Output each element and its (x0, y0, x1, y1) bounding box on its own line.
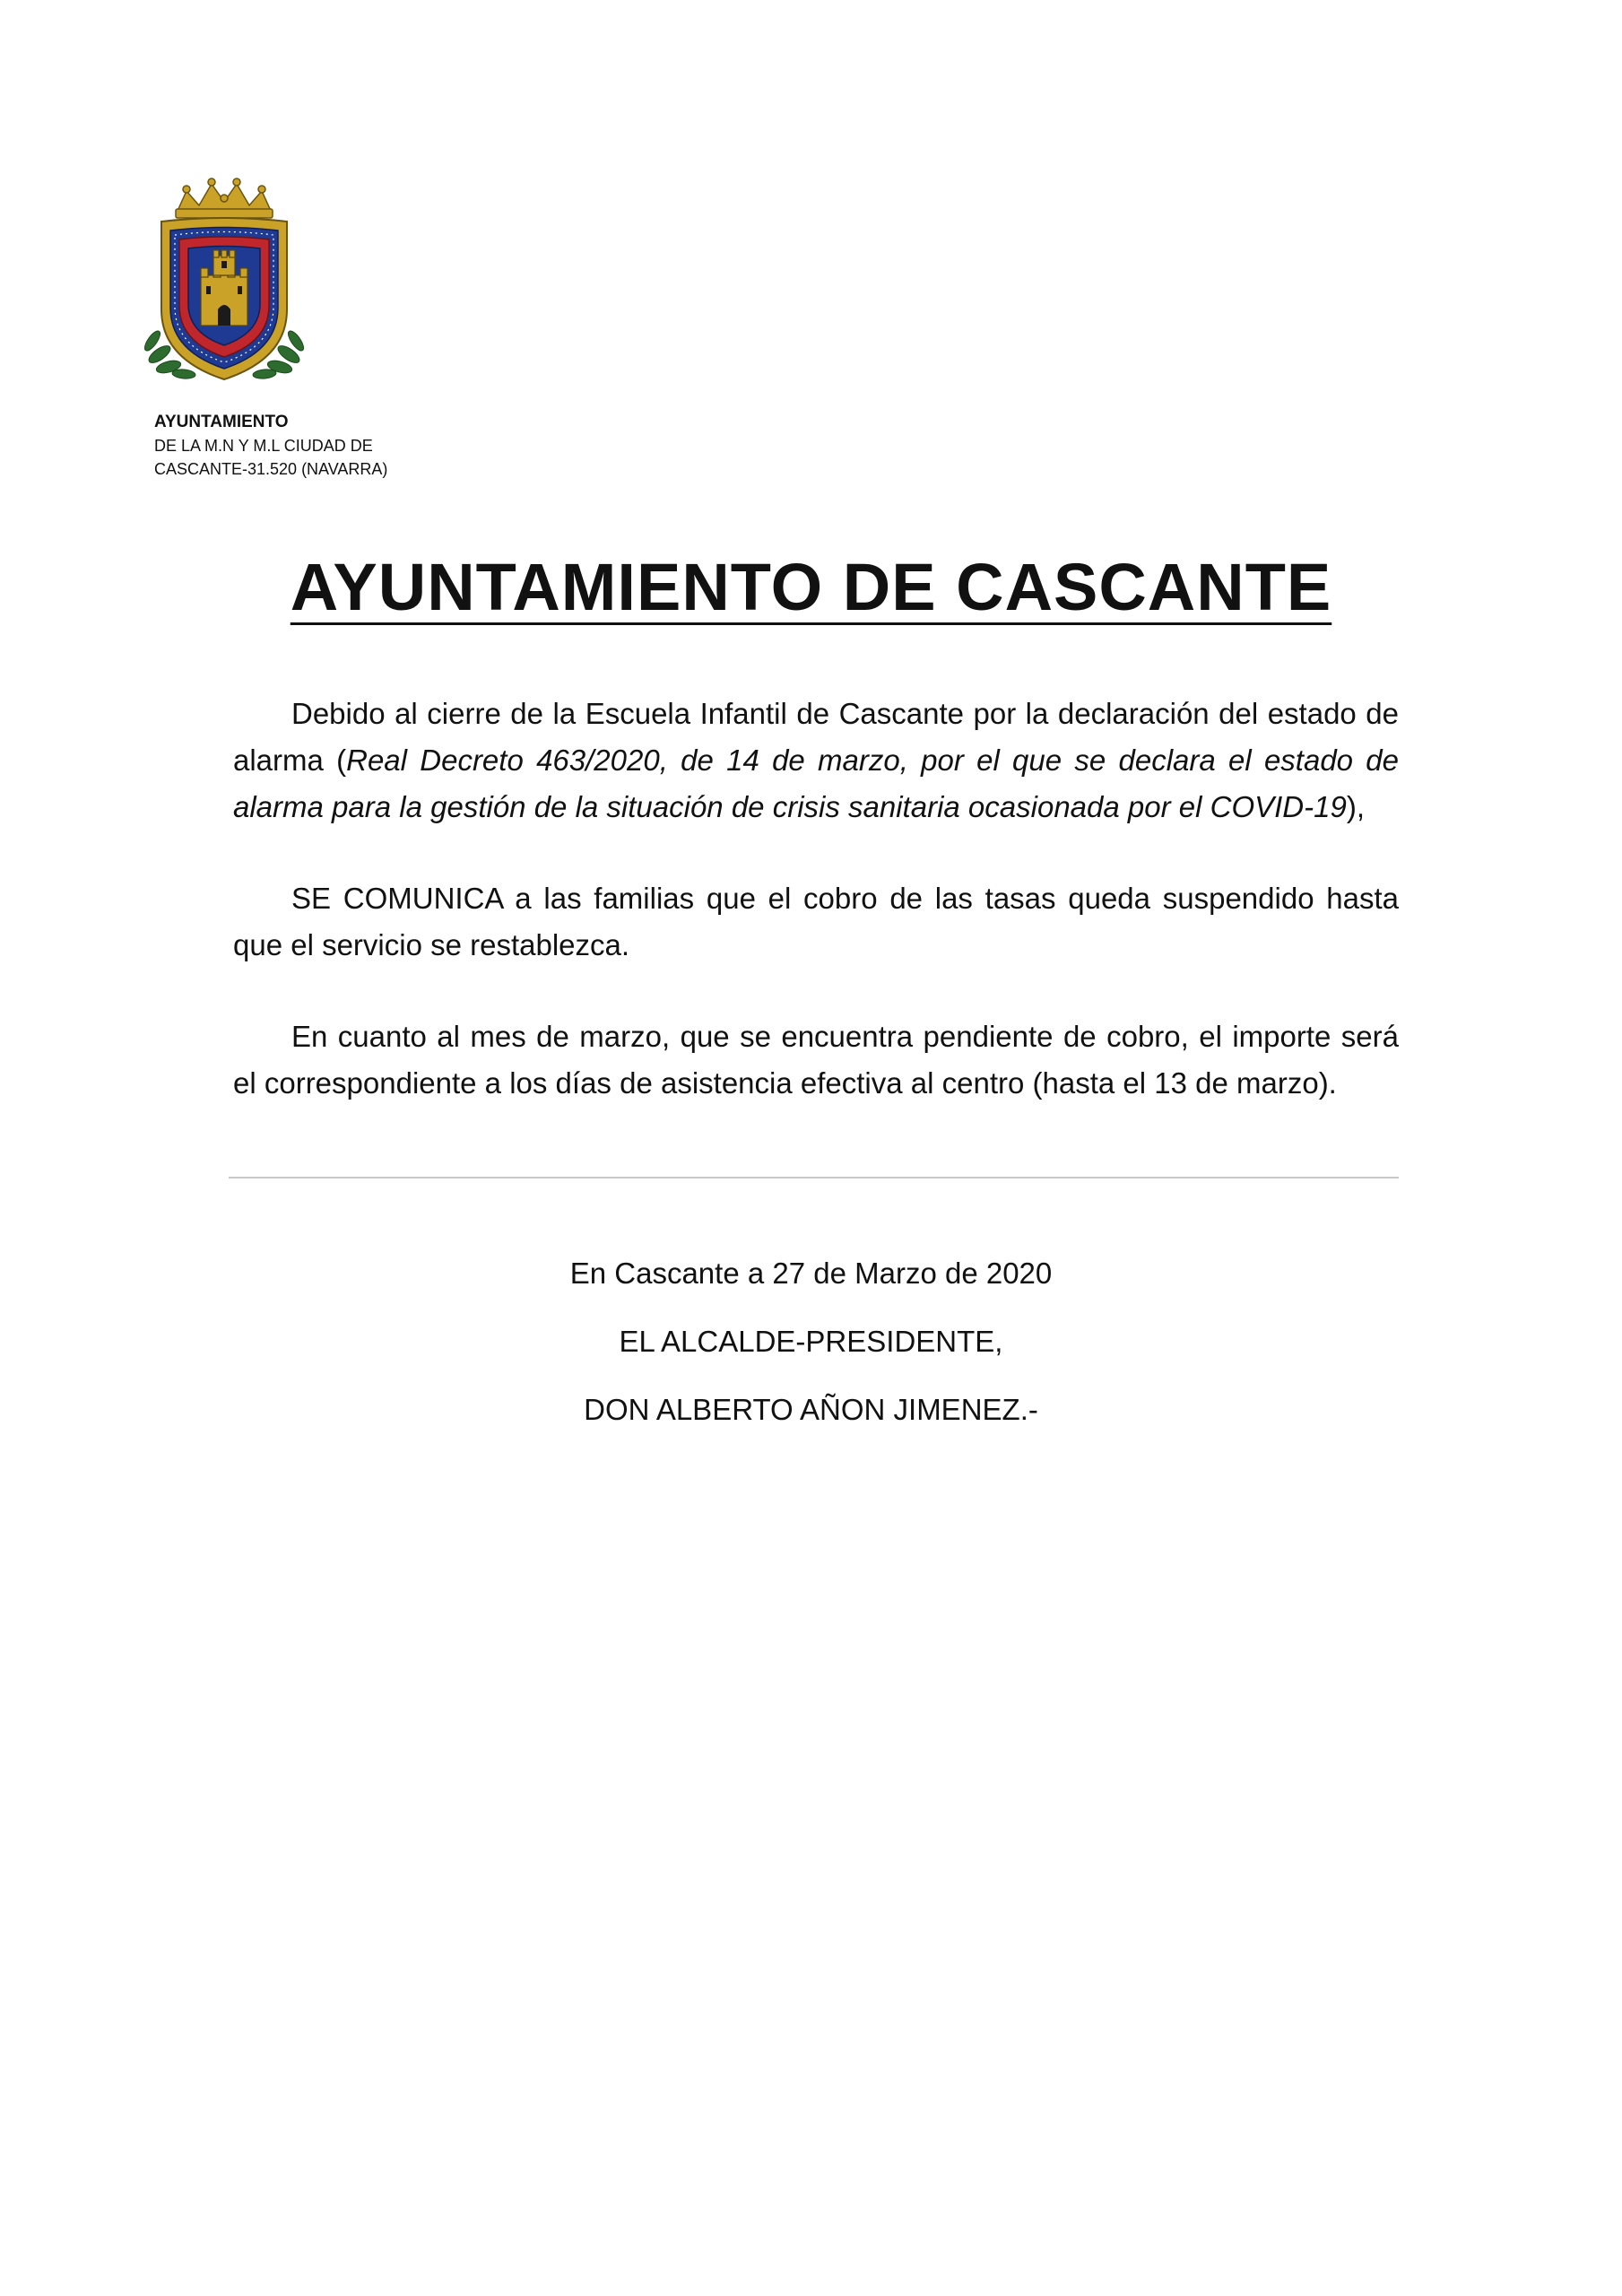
paragraph-march-billing: En cuanto al mes de marzo, que se encuentra pendiente de cobro, el importe será el correspondiente a los días de asistencia efectiva al centro (hasta el 13 de marzo). (233, 1020, 1399, 1100)
document-body (233, 691, 1399, 1152)
paragraph-closure-notice (233, 691, 1399, 831)
document-title (0, 549, 1622, 625)
signature-name: DON ALBERTO AÑON JIMENEZ.- (584, 1393, 1038, 1426)
paragraph-1-tail: ), (1346, 790, 1365, 823)
document-title-text: AYUNTAMIENTO DE CASCANTE (290, 550, 1332, 624)
letterhead-line-2: CASCANTE-31.520 (NAVARRA) (154, 460, 388, 478)
letterhead-org-name: AYUNTAMIENTO (154, 413, 289, 431)
paragraph-fee-suspension: SE COMUNICA a las familias que el cobro de las tasas queda suspendido hasta que el servicio se restablezca. (233, 882, 1399, 961)
letterhead (154, 411, 387, 481)
decree-reference: Real Decreto 463/2020, de 14 de marzo, por el que se declara el estado de alarma para la gestión de la situación de crisis sanitaria ocasionada por el COVID-19 (233, 744, 1399, 823)
signature-block (0, 1239, 1622, 1444)
signature-date: En Cascante a 27 de Marzo de 2020 (569, 1257, 1053, 1290)
letterhead-line-1: DE LA M.N Y M.L CIUDAD DE (154, 437, 373, 455)
municipal-coat-of-arms-icon (134, 175, 314, 390)
signature-role: EL ALCALDE-PRESIDENTE, (619, 1325, 1003, 1358)
paragraph-1-lead: Debido al cierre de la Escuela Infantil de Cascante por la declaración del estado de alarma ( (233, 697, 1399, 777)
section-divider (229, 1177, 1399, 1178)
